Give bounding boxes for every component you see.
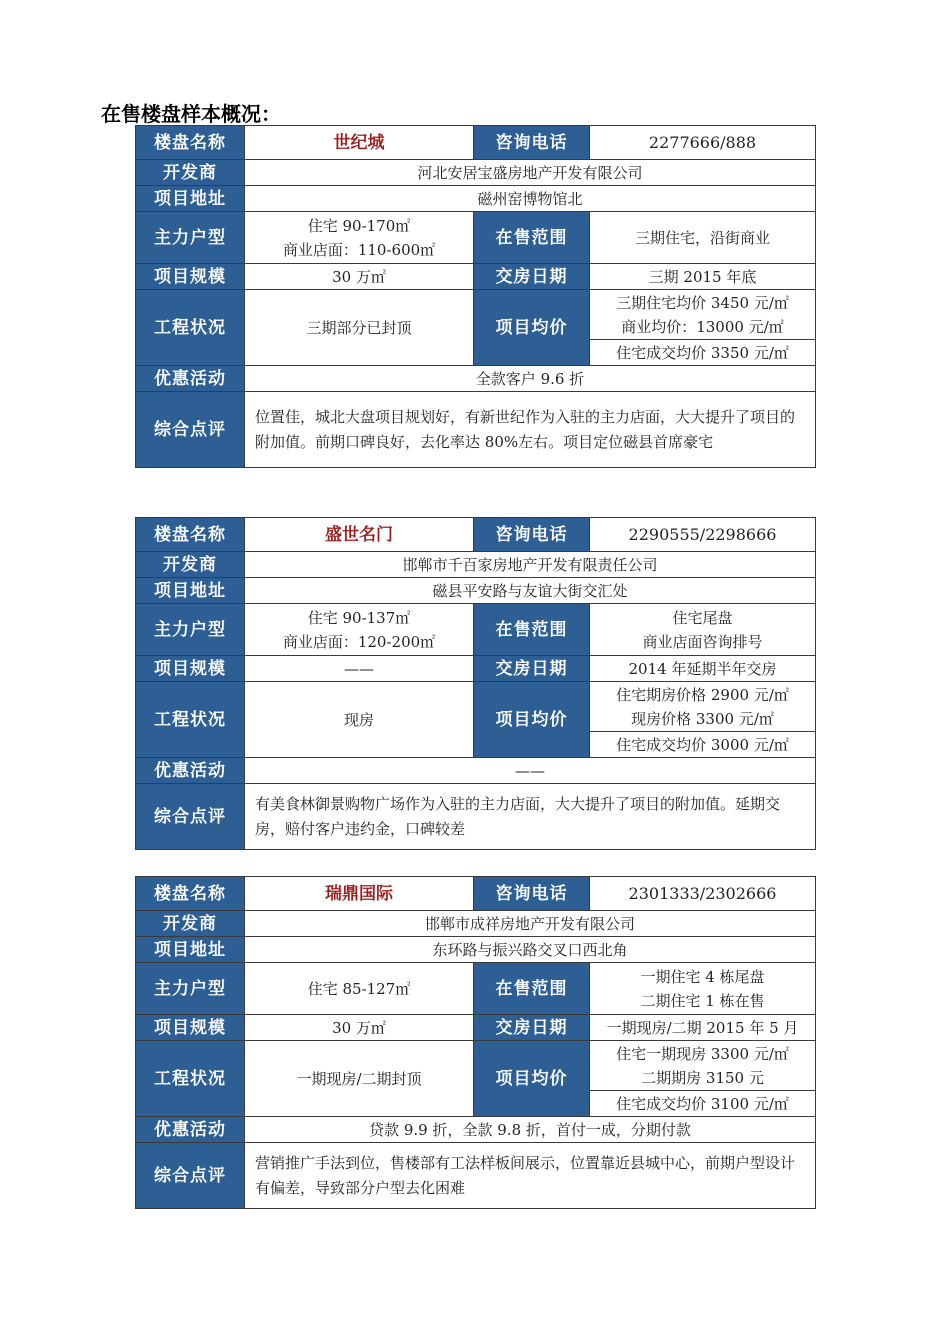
label-phone: 咨询电话 [474, 126, 590, 160]
label-developer: 开发商 [136, 911, 245, 937]
unit-type-line: 商业店面：110-600㎡ [282, 240, 436, 259]
property-review: 营销推广手法到位，售楼部有工法样板间展示，位置靠近县城中心，前期户型设计有偏差，导致部分户型去化困难 [245, 1143, 816, 1209]
label-developer: 开发商 [136, 552, 245, 578]
property-address: 磁县平安路与友谊大街交汇处 [245, 578, 816, 604]
avg-price-line: 现房价格 3300 元/㎡ [631, 709, 774, 728]
label-phone: 咨询电话 [474, 877, 590, 911]
property-avg-price [590, 1041, 816, 1091]
label-name: 楼盘名称 [136, 126, 245, 160]
property-name: 世纪城 [245, 126, 474, 160]
label-delivery: 交房日期 [474, 656, 590, 682]
property-delivery: 三期 2015 年底 [590, 264, 816, 290]
property-delivery: 2014 年延期半年交房 [590, 656, 816, 682]
property-promotion: —— [245, 758, 816, 784]
label-name: 楼盘名称 [136, 877, 245, 911]
sale-scope-line: 二期住宅 1 栋在售 [640, 991, 765, 1010]
property-deal-price: 住宅成交均价 3000 元/㎡ [590, 732, 816, 758]
property-deal-price: 住宅成交均价 3350 元/㎡ [590, 340, 816, 366]
label-address: 项目地址 [136, 186, 245, 212]
property-table-3 [135, 876, 816, 1209]
unit-type-line: 住宅 85-127㎡ [307, 979, 411, 998]
label-scale: 项目规模 [136, 656, 245, 682]
unit-type-line: 商业店面：120-200㎡ [282, 632, 436, 651]
sale-scope-line: 住宅尾盘 [672, 608, 733, 627]
avg-price-line: 住宅期房价格 2900 元/㎡ [616, 685, 789, 704]
avg-price-line: 二期期房 3150 元 [641, 1068, 764, 1087]
label-unit-types: 主力户型 [136, 212, 245, 264]
unit-type-line: 住宅 90-170㎡ [307, 216, 411, 235]
label-scale: 项目规模 [136, 1015, 245, 1041]
property-unit-types [245, 963, 474, 1015]
property-phone: 2301333/2302666 [590, 877, 816, 911]
property-table-2 [135, 517, 816, 850]
property-scale: 30 万㎡ [245, 264, 474, 290]
property-address: 东环路与振兴路交叉口西北角 [245, 937, 816, 963]
property-name: 瑞鼎国际 [245, 877, 474, 911]
label-avg-price: 项目均价 [474, 1041, 590, 1117]
label-delivery: 交房日期 [474, 1015, 590, 1041]
label-sale-scope: 在售范围 [474, 963, 590, 1015]
sale-scope-line: 商业店面咨询排号 [642, 632, 763, 651]
label-progress: 工程状况 [136, 1041, 245, 1117]
sale-scope-line: 一期住宅 4 栋尾盘 [640, 967, 765, 986]
label-review: 综合点评 [136, 784, 245, 850]
avg-price-line: 住宅一期现房 3300 元/㎡ [616, 1044, 789, 1063]
avg-price-line: 三期住宅均价 3450 元/㎡ [616, 293, 789, 312]
property-unit-types [245, 604, 474, 656]
property-scale: 30 万㎡ [245, 1015, 474, 1041]
property-progress: 三期部分已封顶 [245, 290, 474, 366]
label-progress: 工程状况 [136, 682, 245, 758]
label-sale-scope: 在售范围 [474, 212, 590, 264]
property-progress: 一期现房/二期封顶 [245, 1041, 474, 1117]
label-avg-price: 项目均价 [474, 682, 590, 758]
label-address: 项目地址 [136, 937, 245, 963]
property-sale-scope [590, 212, 816, 264]
property-avg-price [590, 682, 816, 732]
property-unit-types [245, 212, 474, 264]
property-address: 磁州窑博物馆北 [245, 186, 816, 212]
label-developer: 开发商 [136, 160, 245, 186]
property-developer: 河北安居宝盛房地产开发有限公司 [245, 160, 816, 186]
property-phone: 2277666/888 [590, 126, 816, 160]
label-review: 综合点评 [136, 392, 245, 468]
label-promotion: 优惠活动 [136, 1117, 245, 1143]
label-progress: 工程状况 [136, 290, 245, 366]
unit-type-line: 住宅 90-137㎡ [307, 608, 411, 627]
label-scale: 项目规模 [136, 264, 245, 290]
property-sale-scope [590, 604, 816, 656]
property-review: 有美食林御景购物广场作为入驻的主力店面，大大提升了项目的附加值。延期交房，赔付客户违约金，口碑较差 [245, 784, 816, 850]
label-phone: 咨询电话 [474, 518, 590, 552]
label-promotion: 优惠活动 [136, 366, 245, 392]
label-avg-price: 项目均价 [474, 290, 590, 366]
label-address: 项目地址 [136, 578, 245, 604]
property-developer: 邯郸市千百家房地产开发有限责任公司 [245, 552, 816, 578]
avg-price-line: 商业均价：13000 元/㎡ [621, 317, 784, 336]
property-phone: 2290555/2298666 [590, 518, 816, 552]
property-delivery: 一期现房/二期 2015 年 5 月 [590, 1015, 816, 1041]
property-avg-price [590, 290, 816, 340]
label-delivery: 交房日期 [474, 264, 590, 290]
property-developer: 邯郸市成祥房地产开发有限公司 [245, 911, 816, 937]
label-promotion: 优惠活动 [136, 758, 245, 784]
property-name: 盛世名门 [245, 518, 474, 552]
page-title: 在售楼盘样本概况： [101, 102, 281, 126]
label-unit-types: 主力户型 [136, 604, 245, 656]
property-scale: —— [245, 656, 474, 682]
property-deal-price: 住宅成交均价 3100 元/㎡ [590, 1091, 816, 1117]
label-unit-types: 主力户型 [136, 963, 245, 1015]
property-progress: 现房 [245, 682, 474, 758]
property-review: 位置佳，城北大盘项目规划好，有新世纪作为入驻的主力店面，大大提升了项目的附加值。前期口碑良好，去化率达 80%左右。项目定位磁县首席豪宅 [245, 392, 816, 468]
sale-scope-line: 三期住宅，沿街商业 [634, 228, 770, 247]
label-name: 楼盘名称 [136, 518, 245, 552]
label-sale-scope: 在售范围 [474, 604, 590, 656]
label-review: 综合点评 [136, 1143, 245, 1209]
property-sale-scope [590, 963, 816, 1015]
property-table-1 [135, 125, 816, 468]
property-promotion: 全款客户 9.6 折 [245, 366, 816, 392]
property-promotion: 贷款 9.9 折，全款 9.8 折，首付一成，分期付款 [245, 1117, 816, 1143]
